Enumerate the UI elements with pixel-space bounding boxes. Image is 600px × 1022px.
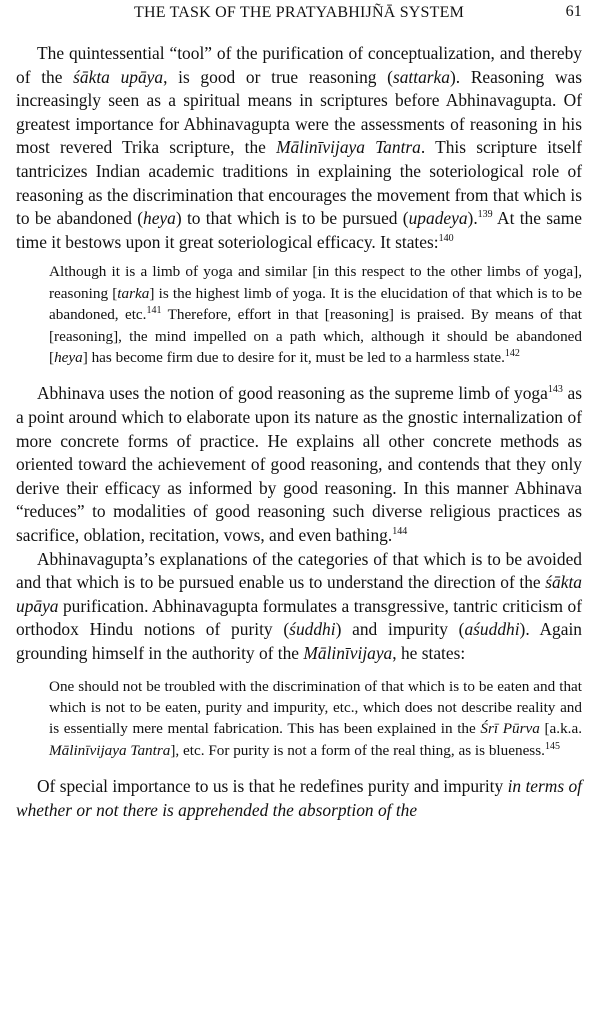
page-number: 61 [565, 3, 582, 20]
paragraph-redefines-purity: Of special importance to us is that he redefines purity and impurity in terms of whether or not there is apprehended the absorption of the [16, 776, 582, 820]
running-title: THE TASK OF THE PRATYABHIJÑĀ SYSTEM [133, 4, 465, 21]
footnote-ref: 141 [146, 305, 162, 317]
footnote-ref: 142 [504, 347, 520, 359]
paragraph-purity-critique: Abhinavagupta’s explanations of the categories of that which is to be avoided and that which is to be pursued enable us to understand the direction of the śākta upāya purification. Abhinavagupta formulates a transgressive, tantric criticism of orthodox Hindu notions of purity (śuddhi) and impurity (aśuddhi). Again grounding himself in the authority of the Mālinīvijaya, he states: [16, 548, 582, 663]
paragraph-reasoning-tool: The quintessential “tool” of the purification of conceptualization, and thereby of the śākta upāya, is good or true reasoning (sattarka). Reasoning was increasingly seen as a spiritual means in scriptures before Abhinavagupta. Of greatest importance for Abhinavagupta were the assessments of reasoning in his most revered Trika scripture, the Mālinīvijaya Tantra. This scripture itself tantricizes Indian academic traditions in explaining the soteriological role of reasoning as the discrimination that encourages the movement from that which is to be abandoned (heya) to that which is to be pursued (upadeya).$^{139}$ At the same time it bestows upon it great soteriological efficacy. It states:$^{140}$ [16, 43, 583, 252]
footnote-ref: 143 [547, 384, 563, 396]
footnote-ref: 145 [544, 740, 560, 752]
block-quote-purity: One should not be troubled with the discrimination of that which is to be eaten and that which is not to be eaten, purity and impurity, etc., which does not describe reality and is essentially mere mental fabrication. This has been explained in the Śrī Pūrva [a.k.a. Mālinīvijaya Tantra], etc. For purity is not a form of the real thing, as is blueness.$^{145}$ [49, 677, 583, 759]
footnote-ref: 144 [392, 526, 408, 538]
paragraph-supreme-limb: Abhinava uses the notion of good reasoning as the supreme limb of yoga$^{143}$ as a point around which to elaborate upon its nature as the gnostic internalization of more concrete forms of practice. He explains all other concrete methods as oriented toward the achievement of good reasoning, and contends that they only derive their efficacy as informed by good reasoning. In this manner Abhinava “reduces” to modalities of good reasoning such diverse religious practices as sacrifice, oblation, recitation, vows, and even bathing.$^{144}$ [16, 383, 582, 545]
running-header [16, 0, 582, 26]
block-quote-malinivijaya: Although it is a limb of yoga and similar [in this respect to the other limbs of yoga], reasoning [tarka] is the highest limb of yoga. It is the elucidation of that which is to be abandoned, etc.$^{141}$ Therefore, effort in that [reasoning] is praised. By means of that [reasoning], the mind impelled on a path which, although it should be abandoned [heya] has become firm due to desire for it, must be led to a harmless state.$^{142}$ [49, 263, 583, 366]
footnote-ref: 140 [438, 232, 454, 244]
footnote-ref: 139 [477, 209, 493, 221]
